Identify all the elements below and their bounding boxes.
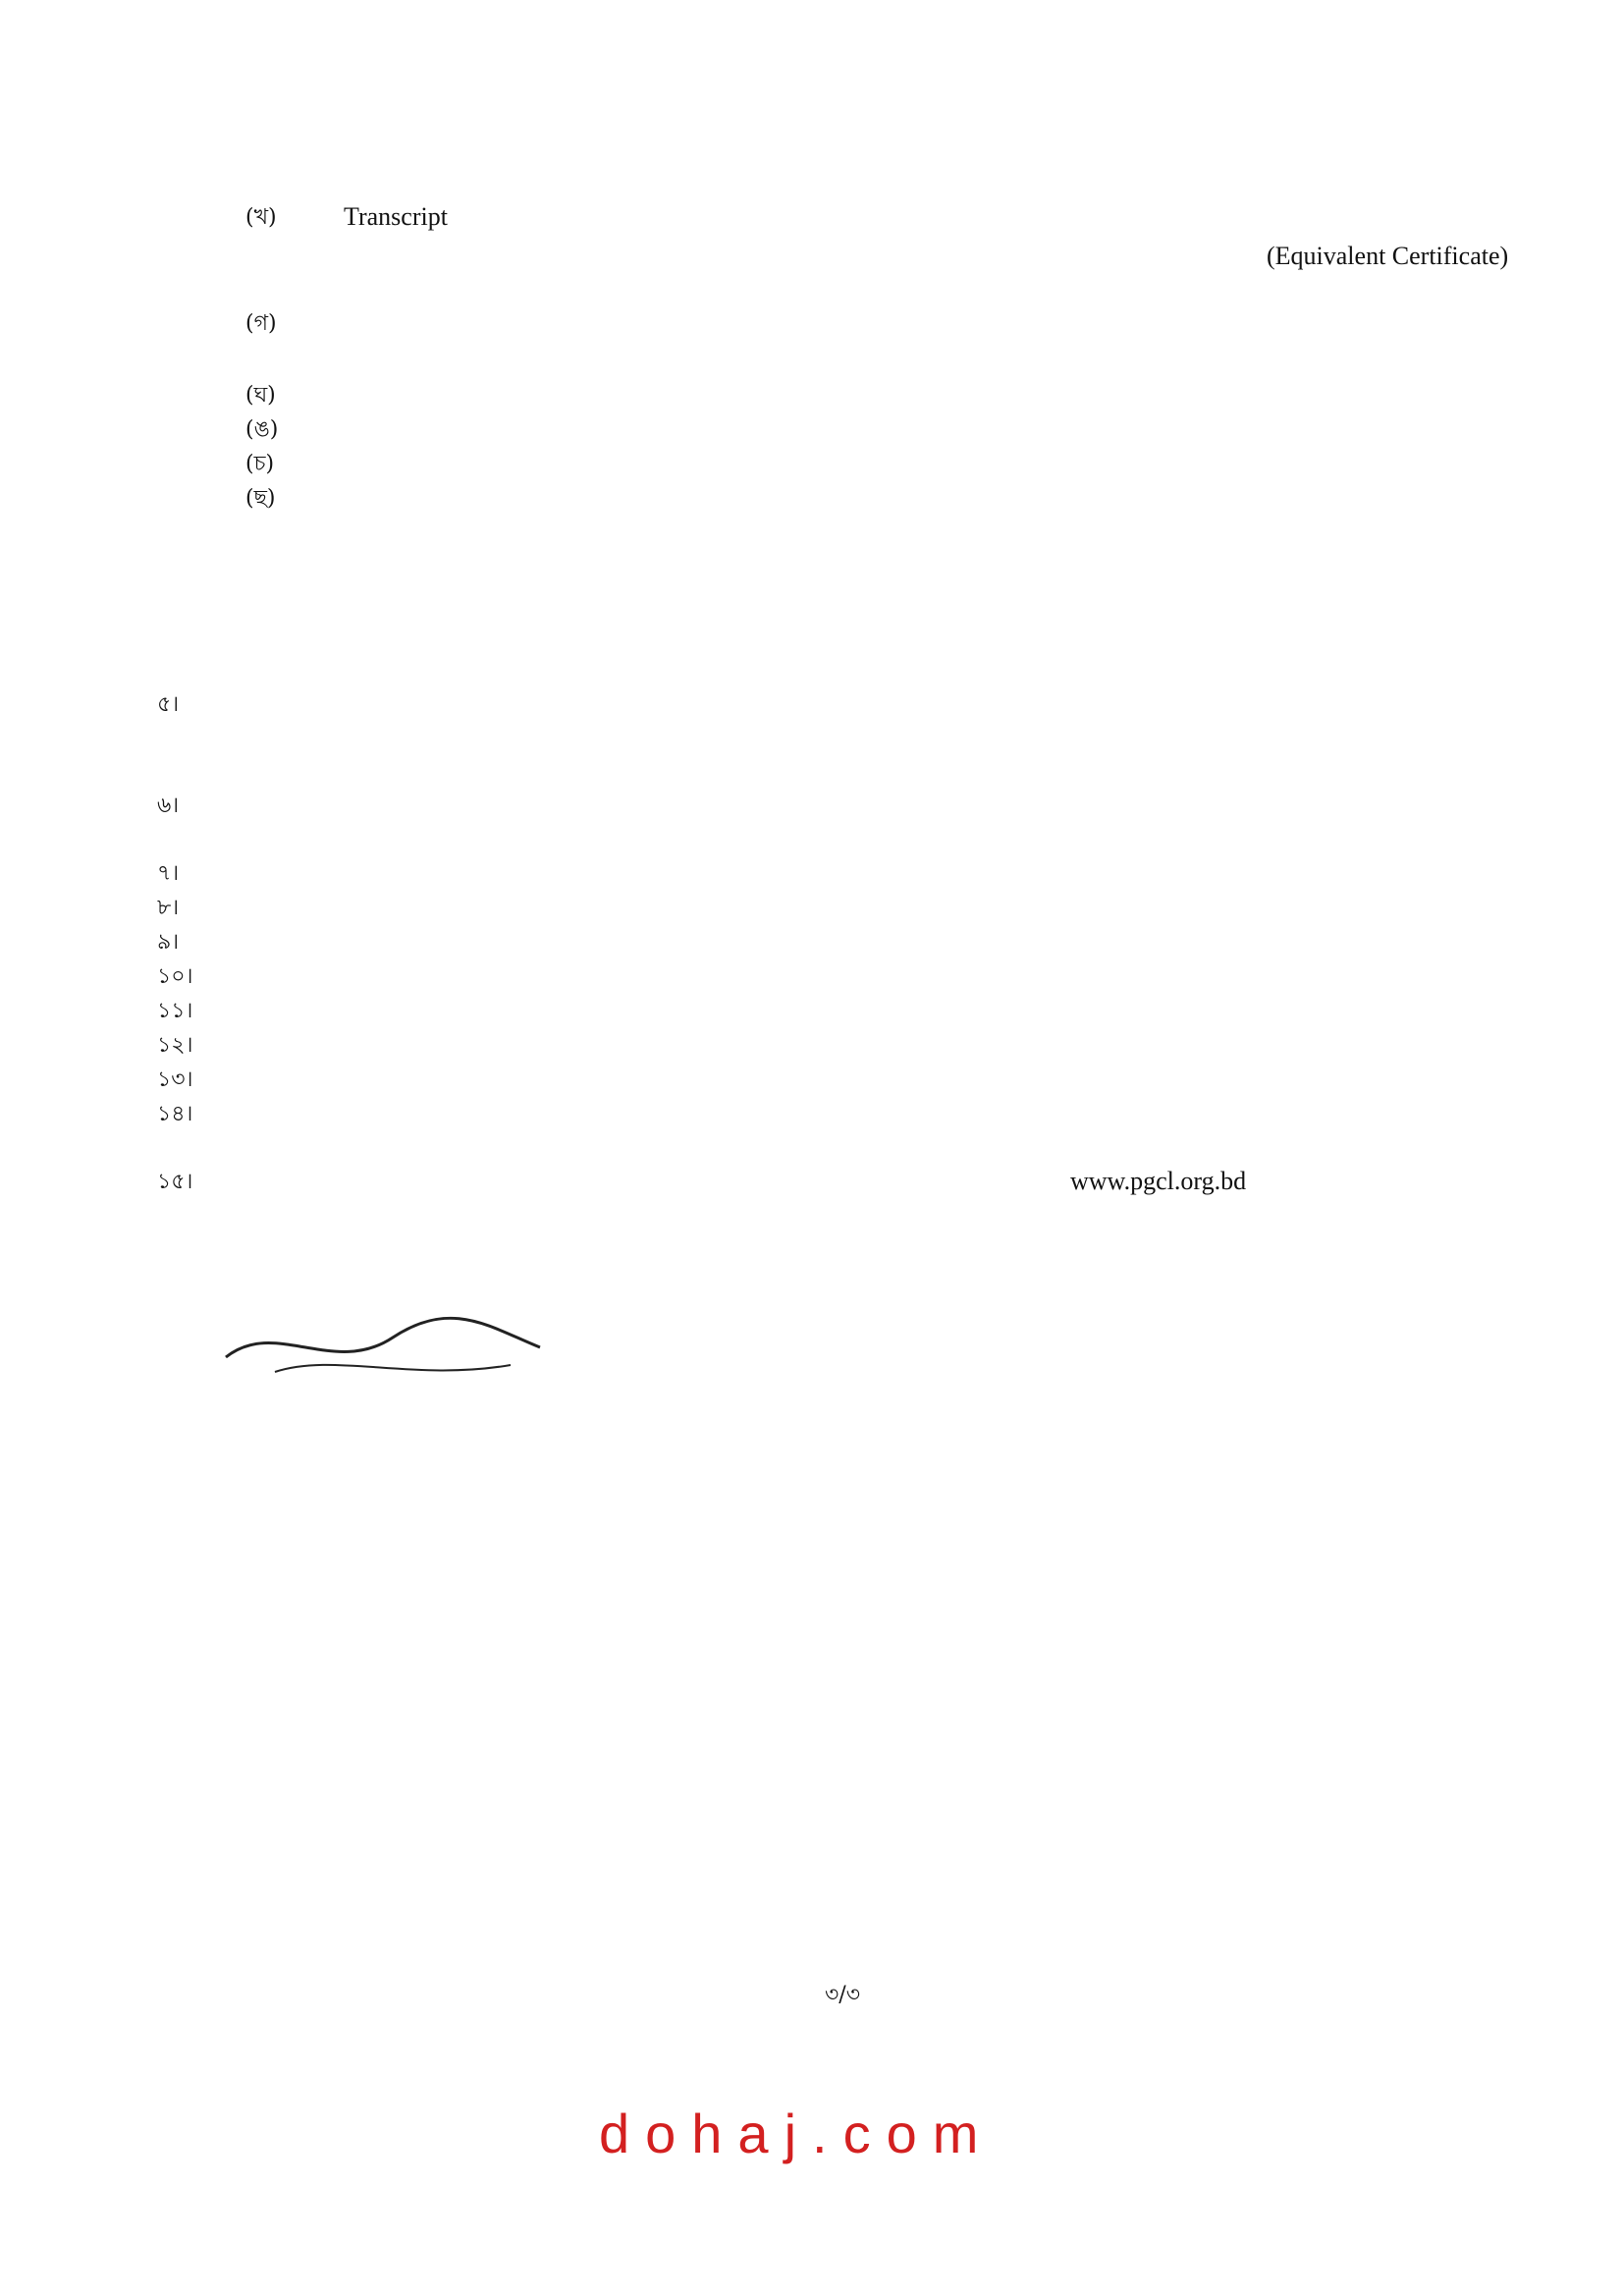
item-number: ৫। <box>157 692 180 717</box>
item-number: ১৩। <box>157 1067 193 1092</box>
item-10 <box>157 959 255 996</box>
handwritten-signature <box>216 1298 550 1387</box>
sub-item-kha <box>245 200 448 237</box>
equivalent-certificate-fragment: (Equivalent Certificate) <box>1267 242 1509 270</box>
item-number: ১২। <box>157 1033 193 1058</box>
item-13 <box>157 1063 255 1099</box>
item-15 <box>157 1165 1246 1201</box>
sub-item-label: (গ) <box>245 311 277 336</box>
sub-item-label: (ঙ) <box>245 417 279 442</box>
sub-item-label: (ছ) <box>245 486 276 511</box>
item-number: ৬। <box>157 793 180 818</box>
item-number: ৯। <box>157 930 180 955</box>
item-number: ১৫। <box>157 1170 193 1194</box>
item-6 <box>157 789 255 825</box>
item-9 <box>157 925 255 961</box>
sub-item-label: (খ) <box>245 205 277 230</box>
sub-item-ga <box>245 306 344 343</box>
sub-item-label: (ঘ) <box>245 383 276 408</box>
item-7 <box>157 856 255 893</box>
transcript-fragment: Transcript <box>344 202 448 231</box>
item-14 <box>157 1097 255 1133</box>
item-5 <box>157 687 255 724</box>
item-8 <box>157 891 255 927</box>
item-number: ১৪। <box>157 1102 193 1126</box>
item-number: ১১। <box>157 999 193 1023</box>
sub-item-cha <box>245 481 344 518</box>
item-number: ৭। <box>157 861 180 886</box>
website-link[interactable]: www.pgcl.org.bd <box>1070 1167 1247 1195</box>
item-11 <box>157 994 255 1030</box>
site-watermark: dohaj.com <box>599 2103 995 2164</box>
sub-item-gha <box>245 378 344 414</box>
sub-item-nga <box>245 412 344 449</box>
item-number: ১০। <box>157 964 193 989</box>
item-number: ৮। <box>157 896 180 920</box>
page-marker: ৩/৩ <box>825 1983 861 2007</box>
item-12 <box>157 1028 255 1065</box>
sub-item-label: (চ) <box>245 452 275 476</box>
sub-item-ca <box>245 447 344 483</box>
